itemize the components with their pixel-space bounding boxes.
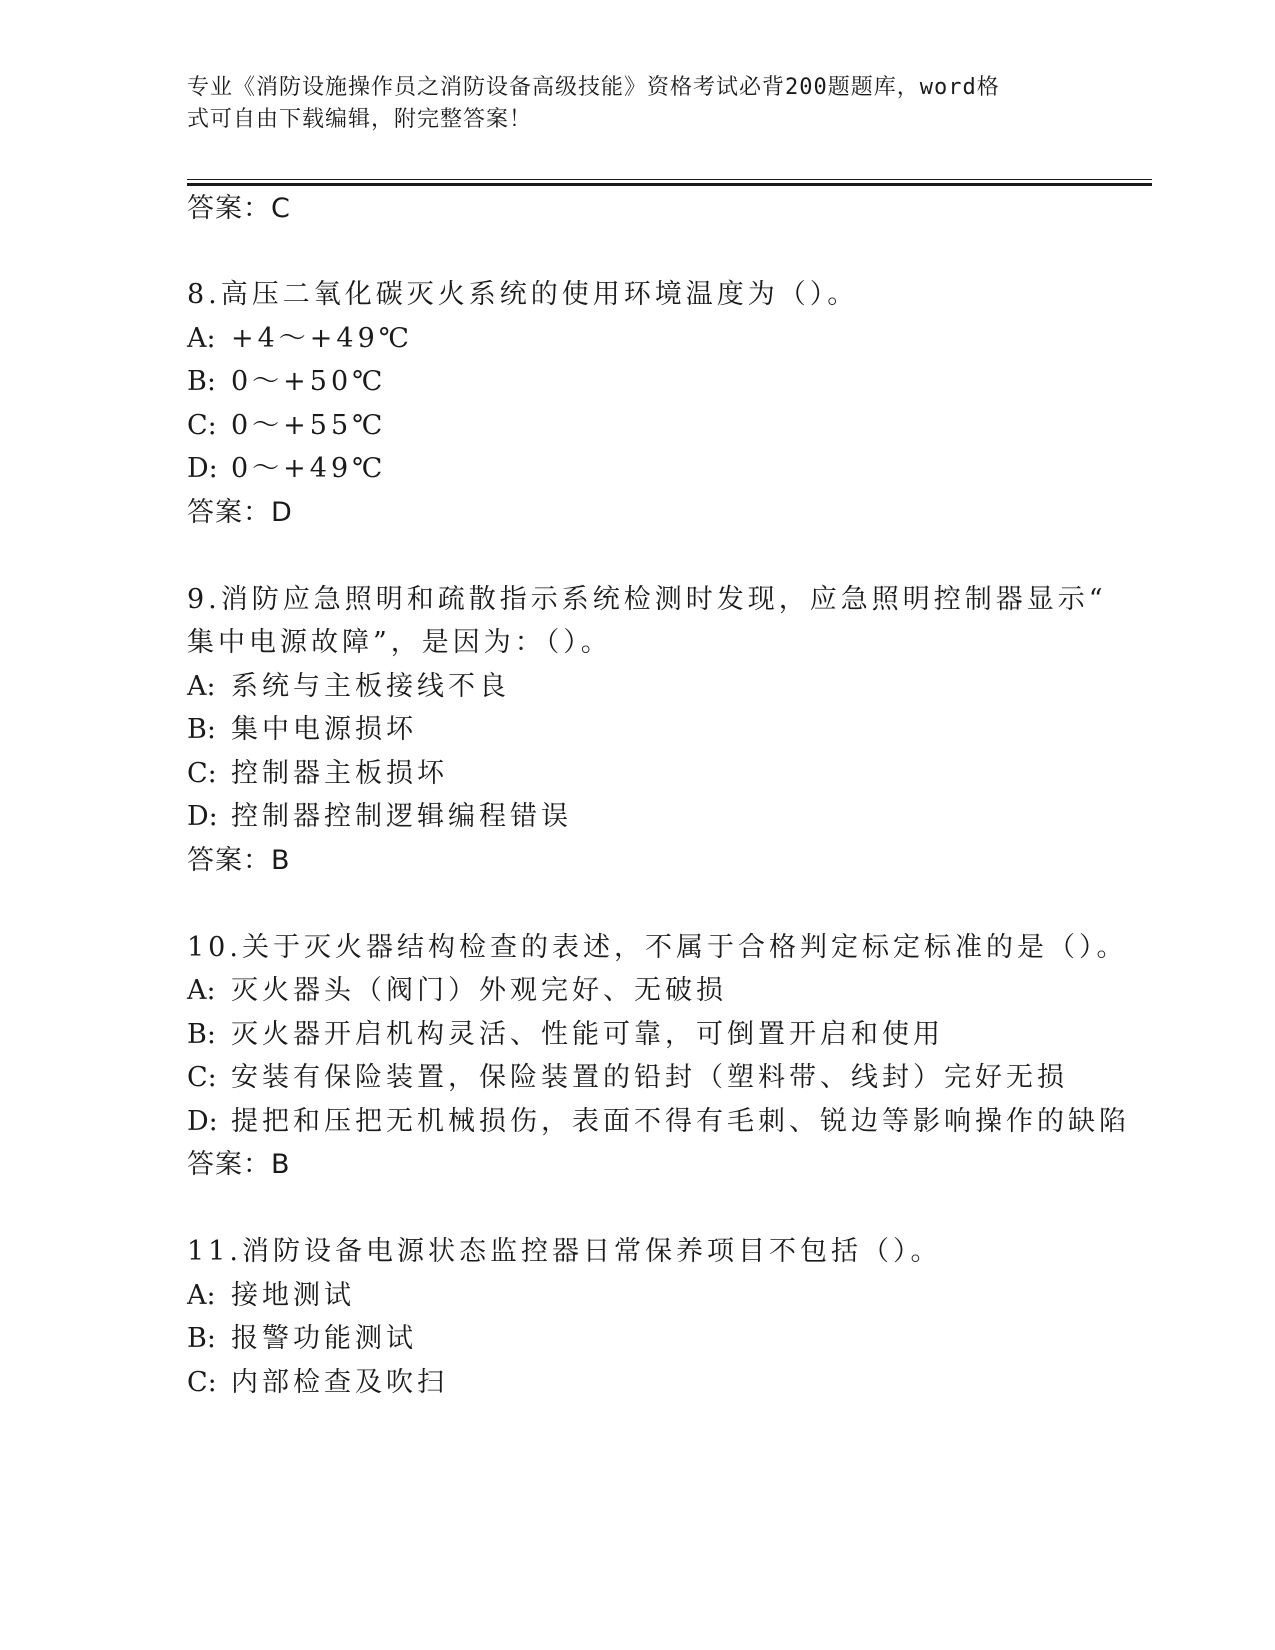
q9-option-a	[187, 664, 510, 703]
q10-option-d	[187, 1099, 1130, 1138]
q10-option-c	[187, 1055, 1068, 1094]
option-label: B:	[187, 714, 216, 745]
option-label: B:	[187, 1019, 216, 1050]
q10-option-a	[187, 968, 727, 1007]
question-10: 10.关于灭火器结构检查的表述，不属于合格判定标定标准的是（）。	[187, 932, 1128, 963]
q11-option-c	[187, 1360, 448, 1399]
q10-option-b	[187, 1012, 944, 1051]
header-divider-thin	[187, 179, 1152, 180]
header-line-1: 专业《消防设施操作员之消防设备高级技能》资格考试必背200题题库，word格	[187, 75, 1000, 100]
option-text: 系统与主板接线不良	[231, 671, 510, 702]
answer-q9: 答案：B	[187, 845, 291, 876]
header-line-2: 式可自由下载编辑，附完整答案！	[187, 107, 533, 132]
option-text: 安装有保险装置，保险装置的铅封（塑料带、线封）完好无损	[231, 1062, 1068, 1093]
option-label: D:	[187, 801, 218, 832]
option-label: B:	[187, 1323, 216, 1354]
option-label: A:	[187, 1280, 216, 1311]
q9-option-b	[187, 707, 417, 746]
header-divider-thick	[187, 183, 1152, 186]
option-text: 灭火器头（阀门）外观完好、无破损	[231, 975, 727, 1006]
option-text: 0～+50℃	[231, 366, 387, 397]
option-text: 控制器控制逻辑编程错误	[231, 801, 572, 832]
option-label: C:	[187, 1062, 217, 1093]
option-label: D:	[187, 453, 218, 484]
q8-option-c	[187, 403, 386, 442]
q11-option-b	[187, 1316, 417, 1355]
answer-q10: 答案：B	[187, 1149, 291, 1180]
option-text: 灭火器开启机构灵活、性能可靠，可倒置开启和使用	[231, 1019, 944, 1050]
option-label: D:	[187, 1106, 218, 1137]
option-label: C:	[187, 1367, 217, 1398]
document-header	[187, 72, 1087, 136]
option-label: C:	[187, 758, 217, 789]
option-label: A:	[187, 323, 216, 354]
q9-option-d	[187, 794, 572, 833]
q8-option-b	[187, 359, 386, 398]
option-label: A:	[187, 671, 216, 702]
question-9-line-1: 9.消防应急照明和疏散指示系统检测时发现，应急照明控制器显示“	[187, 584, 1107, 615]
question-11: 11.消防设备电源状态监控器日常保养项目不包括（）。	[187, 1236, 942, 1267]
option-text: 提把和压把无机械损伤，表面不得有毛刺、锐边等影响操作的缺陷	[231, 1106, 1130, 1137]
question-8: 8.高压二氧化碳灭火系统的使用环境温度为（）。	[187, 279, 859, 310]
q9-option-c	[187, 751, 448, 790]
answer-q8: 答案：D	[187, 497, 293, 528]
option-label: C:	[187, 410, 217, 441]
option-text: 0～+55℃	[231, 410, 387, 441]
option-label: A:	[187, 975, 216, 1006]
option-label: B:	[187, 366, 216, 397]
q11-option-a	[187, 1273, 355, 1312]
q8-option-d	[187, 446, 386, 485]
option-text: 控制器主板损坏	[231, 758, 448, 789]
option-text: 报警功能测试	[231, 1323, 417, 1354]
q8-option-a	[187, 316, 413, 355]
option-text: 内部检查及吹扫	[231, 1367, 448, 1398]
answer-q7: 答案：C	[187, 193, 291, 224]
option-text: 集中电源损坏	[231, 714, 417, 745]
option-text: 0～+49℃	[231, 453, 387, 484]
option-text: 接地测试	[231, 1280, 355, 1311]
option-text: +4～+49℃	[231, 323, 413, 354]
question-9-line-2: 集中电源故障”，是因为：（）。	[187, 627, 612, 658]
